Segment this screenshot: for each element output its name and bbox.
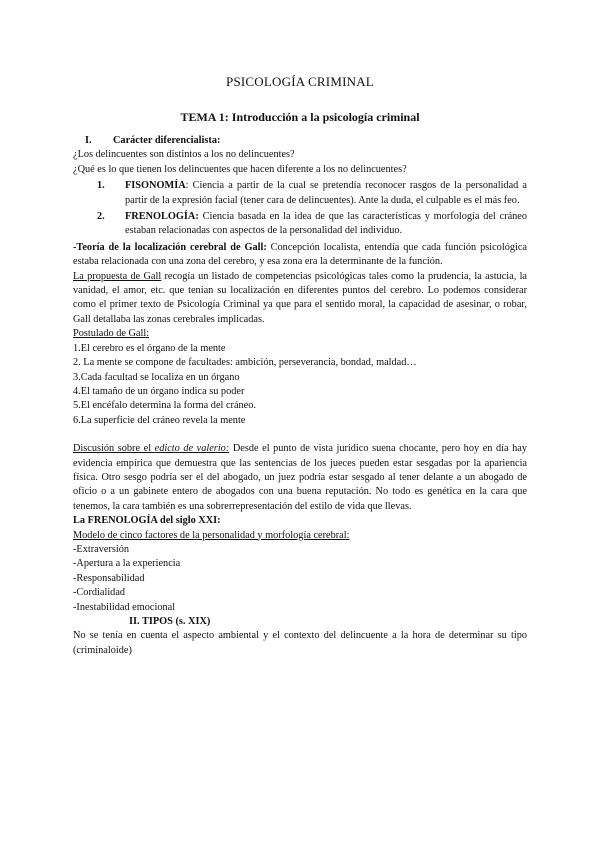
- discussion-label: Discusión sobre el: [73, 443, 155, 455]
- postulate-item: 6.La superficie del cráneo revela la mente: [73, 414, 246, 426]
- five-factor-model-title: Modelo de cinco factores de la personalidad y morfología cerebral:: [73, 529, 350, 541]
- definition-separator: :: [185, 180, 193, 192]
- postulate-item: 1.El cerebro es el órgano de la mente: [73, 342, 226, 354]
- factor-item: -Responsabilidad: [73, 572, 145, 584]
- definition-term: FISONOMÍA: [125, 180, 186, 192]
- section-1-heading: [73, 134, 527, 148]
- postulate-item: 3.Cada facultad se localiza en un órgano: [73, 371, 240, 383]
- definition-item: [73, 210, 527, 239]
- document-subtitle: TEMA 1: Introducción a la psicología criminal: [180, 110, 420, 124]
- document-body: [73, 134, 527, 658]
- gall-proposal-paragraph: [73, 270, 527, 328]
- factor-item: -Extraversión: [73, 543, 130, 555]
- postulate-item: 4.El tamaño de un órgano indica su poder: [73, 385, 245, 397]
- definitions-list: [73, 179, 527, 239]
- section-1-number: I.: [85, 135, 92, 146]
- discussion-paragraph: [73, 442, 527, 514]
- phrenology-21-heading: La FRENOLOGÍA del siglo XXI:: [73, 515, 221, 527]
- definition-term: FRENOLOGÍA:: [125, 211, 199, 223]
- document-title: PSICOLOGÍA CRIMINAL: [226, 74, 374, 89]
- section-1-title: Carácter diferencialista:: [113, 135, 221, 146]
- question-1: ¿Los delincuentes son distintos a los no delincuentes?: [73, 149, 295, 161]
- gall-proposal-text: recogía un listado de competencias psicológicas tales como la prudencia, la astucia, la vanidad, el amor, etc. que tenían su localización en diferentes puntos del cerebro. Lo podemos considerar como el primer texto de Psicología Criminal ya que para el sentido moral, la capacidad de asesinar, o robar, Gall detallaba las zonas cerebrales implicadas.: [73, 270, 527, 325]
- definition-item: [73, 179, 527, 208]
- discussion-label-italic: edicto de valerio:: [154, 443, 230, 455]
- postulate-item: 2. La mente se compone de facultades: ambición, perseverancia, bondad, maldad…: [73, 357, 417, 369]
- postulate-item: 5.El encéfalo determina la forma del cráneo.: [73, 400, 256, 412]
- gall-theory-paragraph: [73, 241, 527, 270]
- postulates-title: Postulado de Gall:: [73, 328, 150, 340]
- paragraph-gap: [73, 428, 527, 442]
- definition-text: Ciencia a partir de la cual se pretendía reconocer rasgos de la personalidad a partir de la expresión facial (tener cara de delincuentes). Ante la duda, el culpable es el más feo.: [125, 180, 527, 206]
- discussion-text: Desde el punto de vista jurídico suena chocante, pero hoy en día hay evidencia empírica que demuestra que las sentencias de los jueces pueden estar sesgadas por la apariencia física. Otro sesgo podría ser el del abogado, un juez podría estar sesgado al tener delante a un abogado de oficio o a un gabinete entero de abogados con una buena reputación. No todo es genética en la cara que tenemos, la cara también es una sobrerrepresentación del estilo de vida que llevas.: [73, 443, 527, 512]
- question-2: ¿Qué es lo que tienen los delincuentes que hacen diferente a los no delincuentes?: [73, 163, 407, 175]
- definition-number: 1.: [97, 180, 105, 192]
- closing-paragraph: No se tenía en cuenta el aspecto ambiental y el contexto del delincuente a la hora de determinar su tipo (criminaloide): [73, 630, 527, 656]
- factor-item: -Apertura a la experiencia: [73, 558, 181, 570]
- section-2-heading: II. TIPOS (s. XIX): [129, 616, 211, 627]
- definition-number: 2.: [97, 211, 105, 223]
- factor-item: -Inestabilidad emocional: [73, 601, 176, 613]
- definition-text: Ciencia basada en la idea de que las características y morfología del cráneo estaban relacionadas con aspectos de la personalidad del individuo.: [125, 211, 528, 237]
- gall-proposal-label: La propuesta de Gall: [73, 270, 162, 282]
- gall-theory-label: -Teoría de la localización cerebral de Gall:: [73, 241, 267, 253]
- gall-theory-text: Concepción localista, entendía que cada función psicológica estaba relacionada con una zona del cerebro, y esa zona era la determinante de la función.: [73, 241, 527, 268]
- factor-item: -Cordialidad: [73, 587, 126, 599]
